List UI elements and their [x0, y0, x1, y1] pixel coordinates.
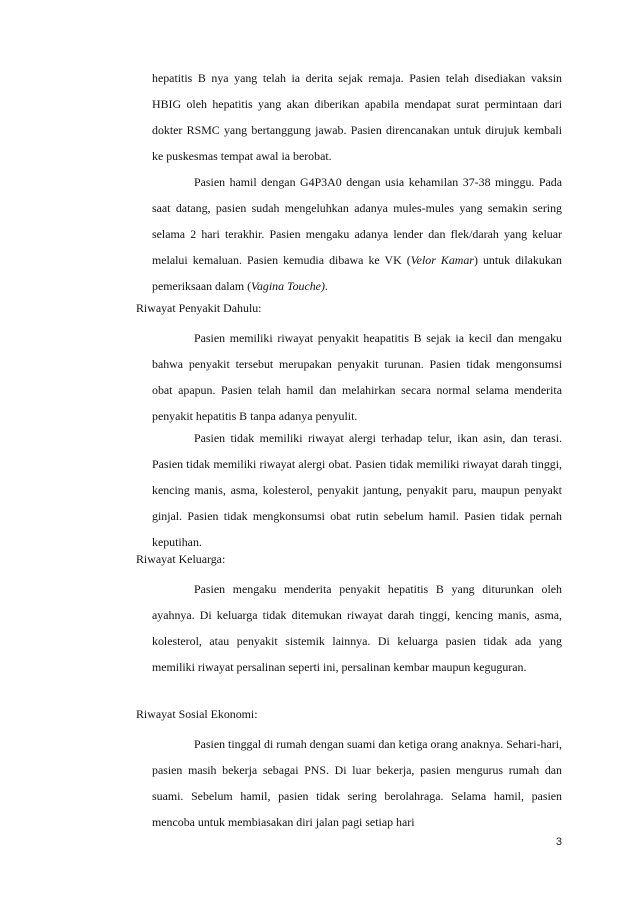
pregnancy-text-start: Pasien hamil dengan G4P3A0 dengan usia kehamilan 37-38 minggu. Pada saat datang, pasien sudah mengeluhkan adanya mules-mules yang semakin sering selama 2 hari terakhir. Pasien mengaku adanya lender dan flek/darah yang keluar melalui kemaluan. Pasien kemudia dibawa ke VK ( [152, 175, 562, 267]
paragraph-history-allergy: Pasien tidak memiliki riwayat alergi terhadap telur, ikan asin, dan terasi. Pasien tidak memiliki riwayat alergi obat. Pasien tidak memiliki riwayat darah tinggi, kencing manis, asma, kolesterol, penyakit jantung, penyakit paru, maupun penyakt ginjal. Pasien tidak mengkonsumsi obat rutin sebelum hamil. Pasien tidak pernah keputihan. [152, 431, 562, 549]
page-number: 3 [555, 836, 562, 848]
heading-riwayat-sosial-ekonomi: Riwayat Sosial Ekonomi: [136, 707, 258, 721]
heading-riwayat-penyakit-dahulu: Riwayat Penyakit Dahulu: [136, 301, 262, 315]
pregnancy-vk-term: Velor Kamar [410, 253, 474, 267]
paragraph-pregnancy [152, 169, 562, 299]
paragraph-hepatitis-continued: hepatitis B nya yang telah ia derita sejak remaja. Pasien telah disediakan vaksin HBIG oleh hepatitis yang akan diberikan apabila mendapat surat permintaan dari dokter RSMC yang bertanggung jawab. Pasien direncanakan untuk dirujuk kembali ke puskesmas tempat awal ia berobat. [152, 71, 562, 163]
pregnancy-text-mid: ) untuk dilakukan pemeriksaan dalam ( [152, 253, 562, 293]
paragraph-social-economic: Pasien tinggal di rumah dengan suami dan ketiga orang anaknya. Sehari-hari, pasien masih bekerja sebagai PNS. Di luar bekerja, pasien mengurus rumah dan suami. Sebelum hamil, pasien tidak sering berolahraga. Selama hamil, pasien mencoba untuk membiasakan diri jalan pagi setiap hari [152, 737, 562, 829]
heading-riwayat-keluarga: Riwayat Keluarga: [136, 552, 226, 566]
pregnancy-vt-term: Vagina Touche) [251, 279, 325, 293]
paragraph-family-history: Pasien mengaku menderita penyakit hepatitis B yang diturunkan oleh ayahnya. Di keluarga tidak ditemukan riwayat darah tinggi, kencing manis, asma, kolesterol, atau penyakit sistemik lainnya. Di keluarga pasien tidak ada yang memiliki riwayat persalinan seperti ini, persalinan kembar maupun keguguran. [152, 582, 562, 674]
paragraph-history-hepatitis: Pasien memiliki riwayat penyakit heapatitis B sejak ia kecil dan mengaku bahwa penyakit tersebut merupakan penyakit turunan. Pasien tidak mengonsumsi obat apapun. Pasien telah hamil dan melahirkan secara normal selama menderita penyakit hepatitis B tanpa adanya penyulit. [152, 331, 562, 423]
pregnancy-text-end: . [324, 279, 328, 293]
